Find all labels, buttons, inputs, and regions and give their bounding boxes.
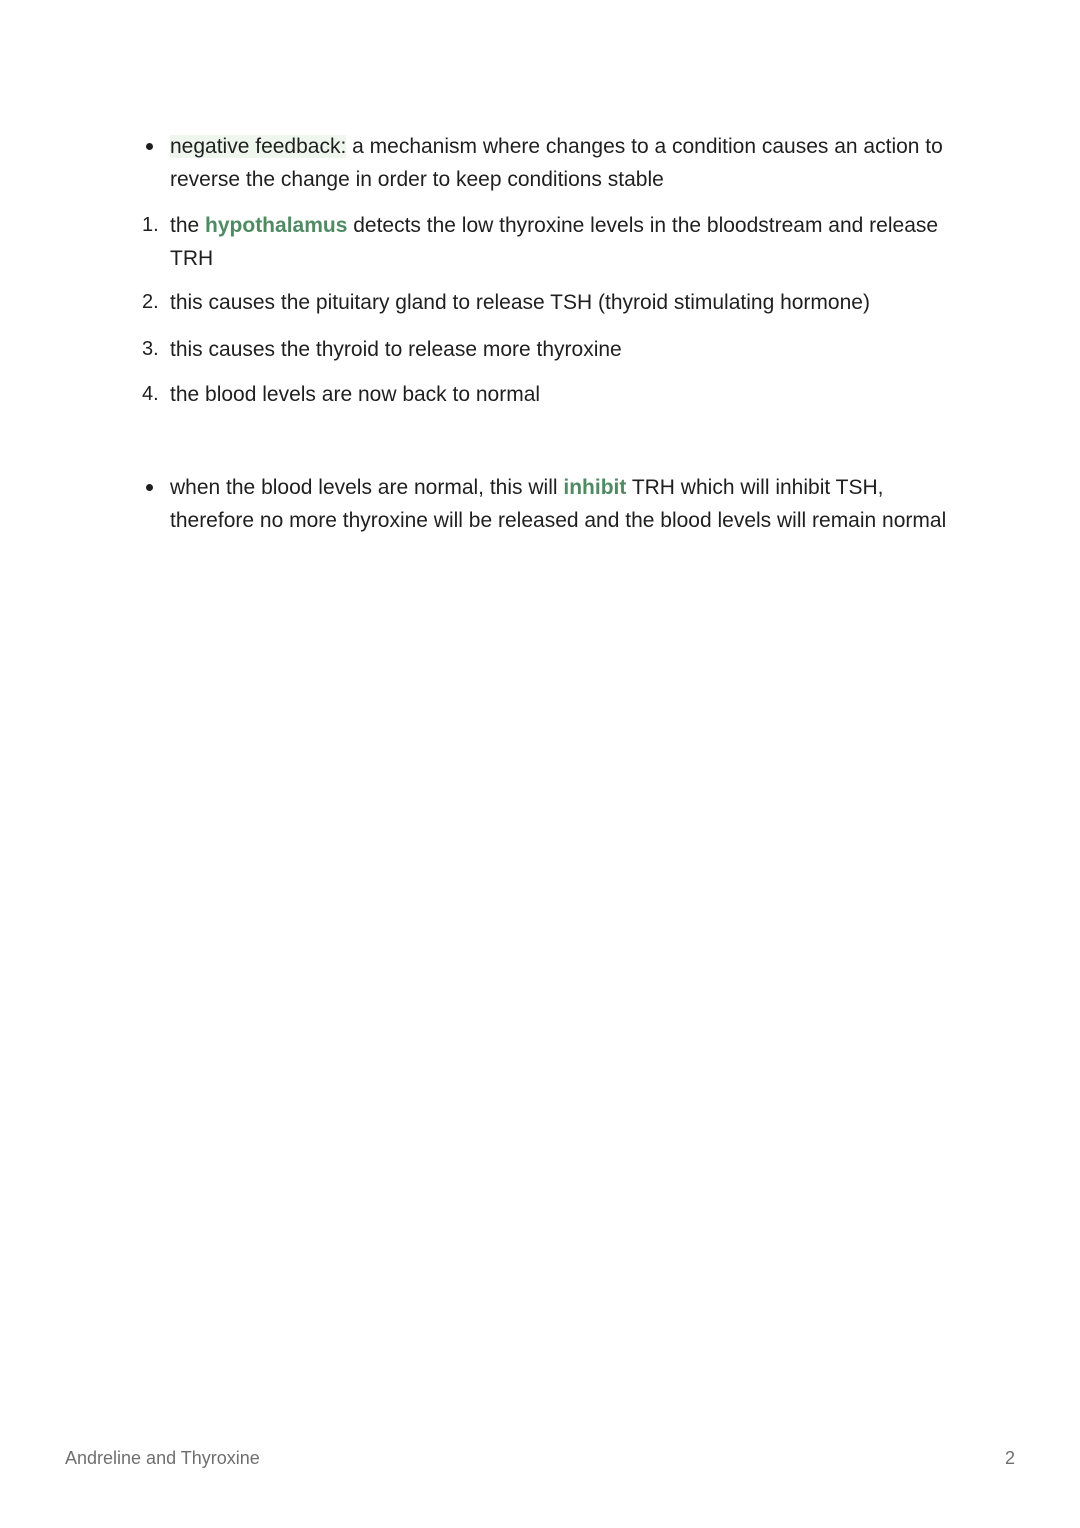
definition-bullet [142,130,972,196]
list-number: 1. [142,214,159,236]
list-item [142,378,972,411]
list-item [142,333,972,366]
list-item-text: this causes the thyroid to release more thyroxine [170,338,622,361]
footer-document-title: Andreline and Thyroxine [65,1448,260,1468]
definition-text [170,130,972,196]
list-number: 2. [142,291,159,313]
footer-page-number: 2 [1004,1448,1015,1468]
keyword-inhibit: inhibit [563,476,627,499]
list-item-text: the hypothalamus detects the low thyroxine levels in the bloodstream and release TRH [170,214,939,270]
keyword-hypothalamus: hypothalamus [205,214,348,237]
definition-body: a mechanism where changes to a condition causes an action to reverse the change in order to keep conditions stable [170,135,943,191]
defined-term: negative feedback: [170,135,347,158]
conclusion-bullet [142,471,972,537]
conclusion-text: when the blood levels are normal, this will inhibit TRH which will inhibit TSH, therefore no more thyroxine will be released and the blood levels will remain normal [170,476,947,532]
list-number: 4. [142,383,159,405]
list-number: 3. [142,338,159,360]
list-item-text: the blood levels are now back to normal [170,383,541,406]
list-item [142,286,972,319]
list-item-text: this causes the pituitary gland to release TSH (thyroid stimulating hormone) [170,291,870,314]
list-item [142,209,972,275]
